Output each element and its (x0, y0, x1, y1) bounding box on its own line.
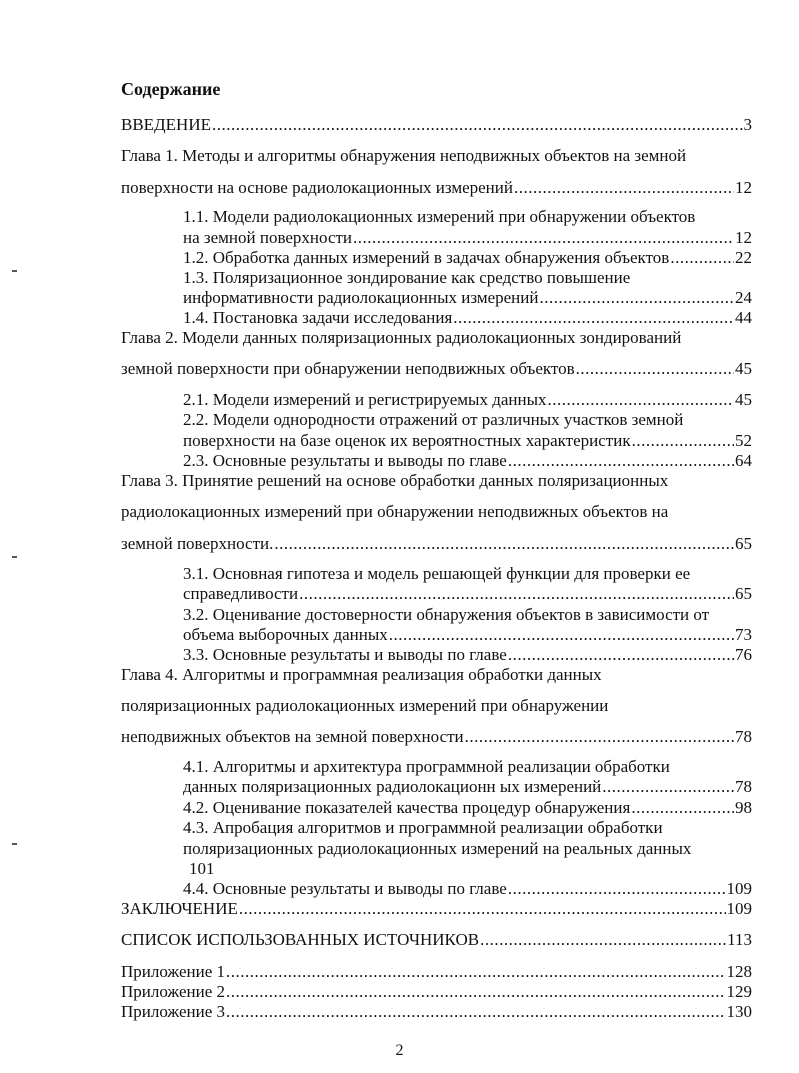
toc-chapter-4-line1[interactable]: Глава 4. Алгоритмы и программная реализация обработки данных (121, 665, 602, 684)
toc-label: 1.4. Постановка задачи исследования (183, 308, 453, 327)
dot-leader (274, 534, 734, 554)
dot-leader (226, 1002, 726, 1022)
toc-entry-section-3-1[interactable] (183, 584, 752, 604)
toc-entry-section-4-2[interactable] (183, 798, 752, 818)
dot-leader (602, 777, 734, 797)
dot-leader (239, 899, 726, 919)
toc-label: данных поляризационных радиолокационн ых измерений (183, 777, 602, 796)
toc-label: Приложение 2 (121, 982, 225, 1001)
dot-leader (508, 879, 726, 899)
toc-label: объема выборочных данных (183, 625, 388, 644)
dot-leader (353, 228, 734, 248)
toc-section-4-3-line1[interactable]: 4.3. Апробация алгоритмов и программной реализации обработки (183, 818, 663, 837)
toc-entry-section-4-1[interactable] (183, 777, 752, 797)
toc-chapter-4-line2[interactable]: поляризационных радиолокационных измерений при обнаружении (121, 696, 609, 715)
toc-page: 130 (726, 1002, 752, 1021)
toc-label: земной поверхности. (121, 534, 274, 553)
toc-label: 3.3. Основные результаты и выводы по главе (183, 645, 507, 664)
toc-page: 65 (735, 584, 752, 603)
toc-page: 45 (735, 359, 752, 378)
toc-page: 78 (735, 777, 752, 796)
toc-page: 109 (726, 899, 752, 918)
toc-label: 2.1. Модели измерений и регистрируемых данных (183, 390, 547, 409)
toc-section-1-3-line1[interactable]: 1.3. Поляризационное зондирование как средство повышение (183, 268, 631, 287)
toc-label: 1.2. Обработка данных измерений в задачах обнаружения объектов (183, 248, 670, 267)
toc-entry-references[interactable] (121, 930, 752, 950)
toc-page: 65 (735, 534, 752, 553)
dot-leader (299, 584, 734, 604)
toc-entry-chapter-4[interactable] (121, 727, 752, 747)
toc-page: 3 (743, 115, 752, 134)
toc-entry-conclusion[interactable] (121, 899, 752, 919)
toc-label: поверхности на основе радиолокационных измерений (121, 178, 513, 197)
toc-chapter-1-line1[interactable]: Глава 1. Методы и алгоритмы обнаружения неподвижных объектов на земной (121, 146, 687, 165)
toc-entry-chapter-2[interactable] (121, 359, 752, 379)
dot-leader (508, 645, 734, 665)
toc-label: поверхности на базе оценок их вероятностных характеристик (183, 431, 631, 450)
toc-entry-section-3-2[interactable] (183, 625, 752, 645)
toc-entry-section-2-1[interactable] (183, 390, 752, 410)
toc-chapter-2-line1[interactable]: Глава 2. Модели данных поляризационных радиолокационных зондирований (121, 328, 682, 347)
toc-page: 52 (735, 431, 752, 450)
toc-label: Приложение 3 (121, 1002, 225, 1021)
dot-leader (548, 390, 734, 410)
toc-page: 128 (726, 962, 752, 981)
scan-mark (12, 843, 17, 845)
dot-leader (480, 930, 726, 950)
dot-leader (212, 115, 743, 135)
toc-page: 44 (735, 308, 752, 327)
toc-entry-section-1-1[interactable] (183, 228, 752, 248)
toc-page: 109 (726, 879, 752, 898)
toc-label: Приложение 1 (121, 962, 225, 981)
toc-page: 24 (735, 288, 752, 307)
toc-entry-section-4-4[interactable] (183, 879, 752, 899)
toc-page: 45 (735, 390, 752, 409)
toc-chapter-3-line1[interactable]: Глава 3. Принятие решений на основе обработки данных поляризационных (121, 471, 669, 490)
toc-entry-section-1-2[interactable] (183, 248, 752, 268)
toc-section-4-3-page[interactable]: 101 (189, 859, 215, 878)
toc-label: на земной поверхности (183, 228, 353, 247)
toc-chapter-3-line2[interactable]: радиолокационных измерений при обнаружении неподвижных объектов на (121, 502, 669, 521)
toc-page: 12 (735, 178, 752, 197)
dot-leader (670, 248, 734, 268)
toc-label: ЗАКЛЮЧЕНИЕ (121, 899, 238, 918)
toc-label: справедливости (183, 584, 299, 603)
dot-leader (508, 451, 734, 471)
toc-entry-appendix-1[interactable] (121, 962, 752, 982)
scan-mark (12, 556, 17, 558)
toc-entry-section-1-3[interactable] (183, 288, 752, 308)
dot-leader (465, 727, 734, 747)
dot-leader (576, 359, 734, 379)
toc-section-3-2-line1[interactable]: 3.2. Оценивание достоверности обнаружения объектов в зависимости от (183, 605, 710, 624)
toc-page: 78 (735, 727, 752, 746)
dot-leader (226, 962, 726, 982)
toc-section-4-3-line2[interactable]: поляризационных радиолокационных измерений на реальных данных (183, 839, 692, 858)
dot-leader (453, 308, 734, 328)
toc-page: 64 (735, 451, 752, 470)
toc-label: ВВЕДЕНИЕ (121, 115, 211, 134)
toc-label: неподвижных объектов на земной поверхности (121, 727, 464, 746)
dot-leader (514, 178, 734, 198)
toc-label: информативности радиолокационных измерений (183, 288, 539, 307)
dot-leader (389, 625, 734, 645)
toc-section-4-1-line1[interactable]: 4.1. Алгоритмы и архитектура программной реализации обработки (183, 757, 670, 776)
toc-page: 12 (735, 228, 752, 247)
toc-entry-chapter-3[interactable] (121, 534, 752, 554)
toc-entry-chapter-1[interactable] (121, 178, 752, 198)
toc-entry-section-2-3[interactable] (183, 451, 752, 471)
toc-section-3-1-line1[interactable]: 3.1. Основная гипотеза и модель решающей функции для проверки ее (183, 564, 691, 583)
toc-label: СПИСОК ИСПОЛЬЗОВАННЫХ ИСТОЧНИКОВ (121, 930, 480, 949)
scan-mark (12, 270, 17, 272)
toc-entry-section-2-2[interactable] (183, 431, 752, 451)
dot-leader (632, 431, 734, 451)
toc-entry-section-1-4[interactable] (183, 308, 752, 328)
dot-leader (631, 798, 734, 818)
dot-leader (226, 982, 726, 1002)
toc-page: 113 (727, 930, 752, 949)
toc-page: 22 (735, 248, 752, 267)
toc-label: 2.3. Основные результаты и выводы по главе (183, 451, 507, 470)
toc-label: 4.4. Основные результаты и выводы по главе (183, 879, 507, 898)
toc-entry-section-3-3[interactable] (183, 645, 752, 665)
dot-leader (539, 288, 734, 308)
toc-page: 129 (726, 982, 752, 1001)
toc-entry-intro[interactable] (121, 115, 752, 135)
toc-page: 73 (735, 625, 752, 644)
toc-section-1-1-line1[interactable]: 1.1. Модели радиолокационных измерений при обнаружении объектов (183, 207, 696, 226)
page-title: Содержание (121, 79, 221, 99)
toc-label: земной поверхности при обнаружении неподвижных объектов (121, 359, 575, 378)
toc-page: 76 (735, 645, 752, 664)
toc-entry-appendix-3[interactable] (121, 1002, 752, 1022)
toc-section-2-2-line1[interactable]: 2.2. Модели однородности отражений от различных участков земной (183, 410, 684, 429)
toc-page: 98 (735, 798, 752, 817)
toc-entry-appendix-2[interactable] (121, 982, 752, 1002)
toc-label: 4.2. Оценивание показателей качества процедур обнаружения (183, 798, 631, 817)
page-number: 2 (395, 1042, 404, 1059)
